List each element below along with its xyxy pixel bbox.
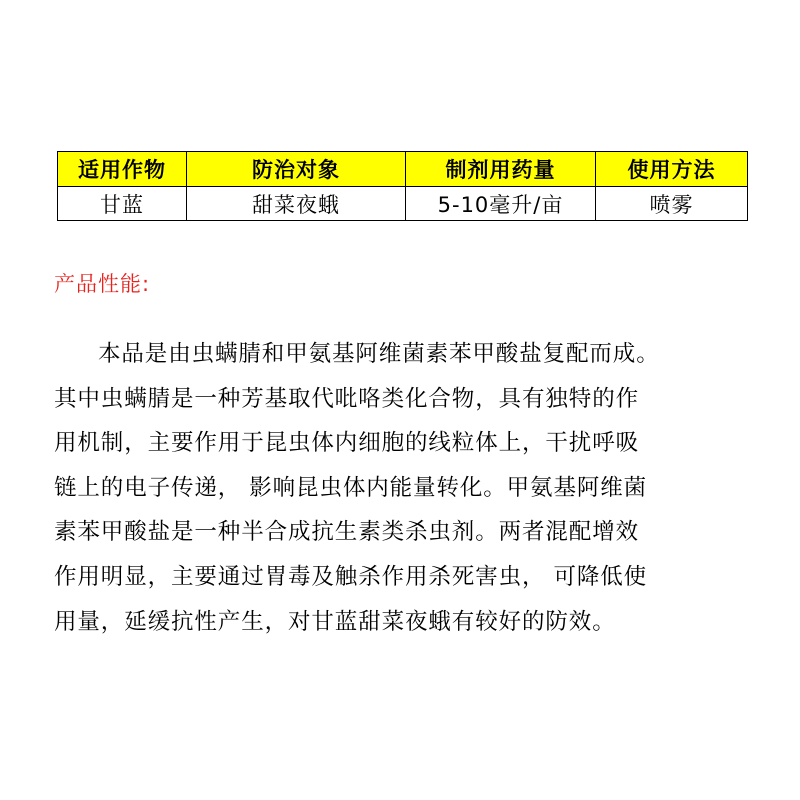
cell-method: 喷雾 [596,187,748,221]
header-target-pest: 防治对象 [187,152,406,187]
description-line: 其中虫螨腈是一种芳基取代吡咯类化合物，具有独特的作 [54,385,640,412]
description-line: 用量，延缓抗性产生，对甘蓝甜菜夜蛾有较好的防效。 [54,608,616,635]
header-dosage: 制剂用药量 [406,152,596,187]
description-line: 素苯甲酸盐是一种半合成抗生素类杀虫剂。两者混配增效 [54,519,640,546]
cell-dosage: 5-10毫升/亩 [406,187,596,221]
table-row [58,187,748,221]
description-line: 作用明显，主要通过胃毒及触杀作用杀死害虫， 可降低使 [54,563,648,590]
table-header-row [58,152,748,187]
description-line: 链上的电子传递， 影响昆虫体内能量转化。甲氨基阿维菌 [54,474,648,501]
description-line: 本品是由虫螨腈和甲氨基阿维菌素苯甲酸盐复配而成。 [98,341,660,367]
header-crop: 适用作物 [58,152,187,187]
cell-target-pest: 甜菜夜蛾 [187,187,406,221]
description-line: 用机制，主要作用于昆虫体内细胞的线粒体上，干扰呼吸 [54,430,640,457]
product-description [54,332,754,644]
cell-crop: 甘蓝 [58,187,187,221]
header-method: 使用方法 [596,152,748,187]
section-heading: 产品性能: [54,272,151,296]
usage-table [57,151,748,221]
